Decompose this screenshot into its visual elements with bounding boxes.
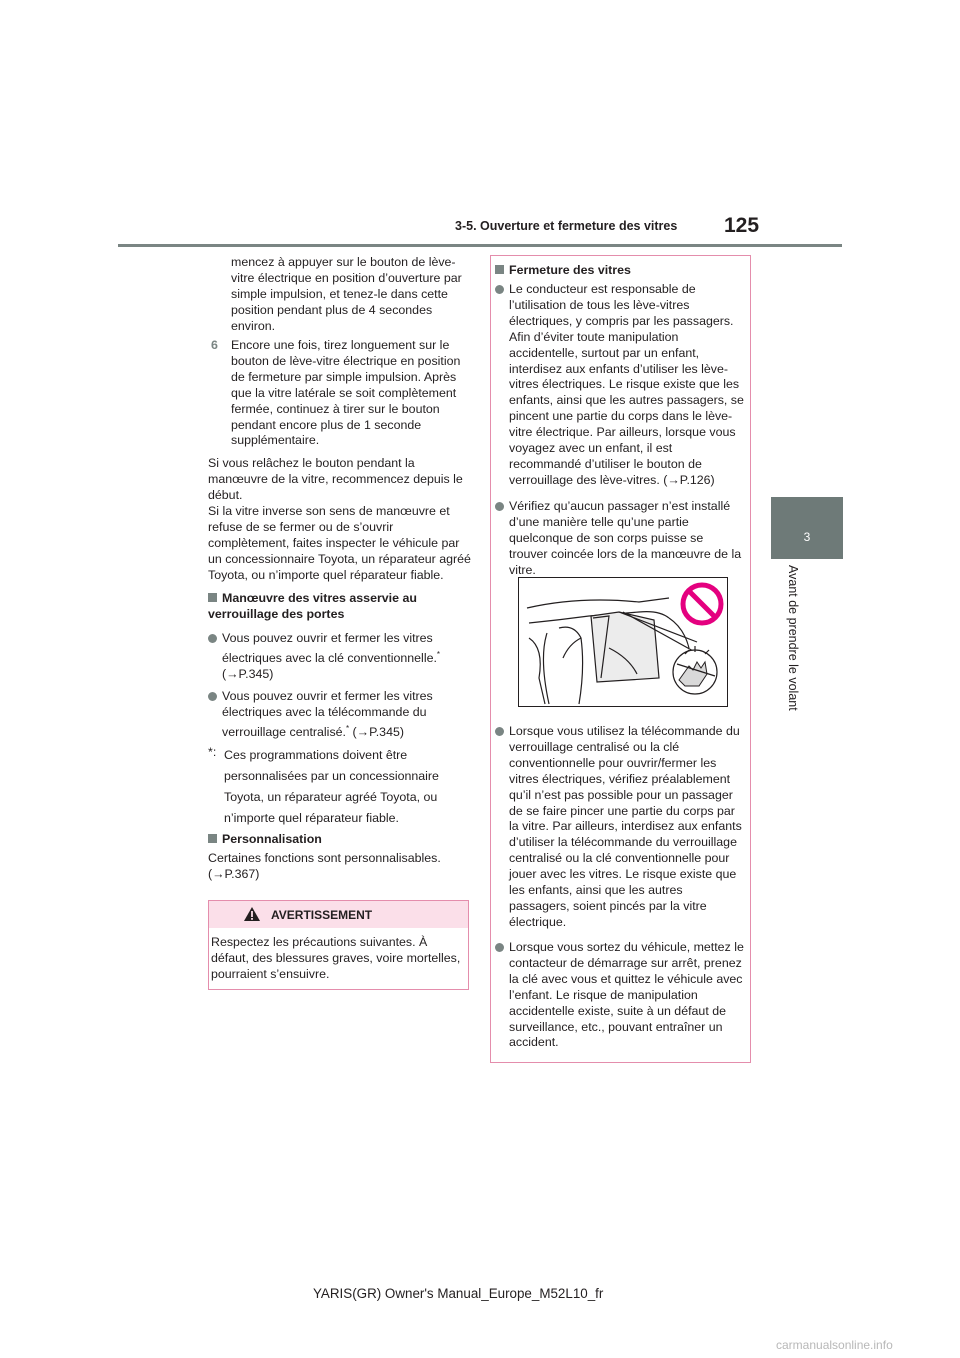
pinch-hazard-illustration xyxy=(518,577,728,707)
list-item xyxy=(495,282,745,489)
page-reference: (→P.345) xyxy=(222,666,274,681)
square-bullet-icon xyxy=(208,834,217,843)
list-item xyxy=(495,724,745,931)
footnote xyxy=(208,745,470,829)
warning-text: Respectez les précautions suivantes. À défaut, des blessures graves, voire mortelles, pourraient s’ensuivre. xyxy=(211,935,461,981)
section-title: 3-5. Ouverture et fermeture des vitres xyxy=(455,219,678,233)
list-item-body xyxy=(222,689,476,741)
warning-header xyxy=(209,901,468,928)
chapter-label-wrapper xyxy=(782,565,812,730)
page-reference: (→P.367) xyxy=(208,866,260,881)
page-reference: (→P.345) xyxy=(352,724,404,739)
page-number: 125 xyxy=(724,214,760,237)
list-item xyxy=(208,631,476,683)
list-item-text: Lorsque vous sortez du véhicule, mettez le contacteur de démarrage sur arrêt, prenez la clé avec vous et quittez le véhicule avec l’enfant. Le risque de manipulation accidentelle existe, suite à un défaut de surveillance, etc., pouvant entraîner un accident. xyxy=(509,940,744,1050)
asterisk: * xyxy=(345,723,350,733)
warning-triangle-icon xyxy=(243,906,261,922)
step-6-number xyxy=(211,338,218,354)
step-5-continuation: mencez à appuyer sur le bouton de lève-vitre électrique en position d’ouverture par simple impulsion, et tenez-le dans cette position pendant plus de 4 secondes environ. xyxy=(231,255,462,333)
warning-box xyxy=(208,900,469,990)
chapter-tab xyxy=(771,497,843,559)
box-heading-text: Fermeture des vitres xyxy=(509,263,631,277)
chapter-label: Avant de prendre le volant xyxy=(786,565,800,711)
round-bullet-icon xyxy=(495,727,504,736)
list-item-text: Lorsque vous utilisez la télécommande du verrouillage centralisé ou la clé conventionnelle pour ouvrir/fermer les vitres électriques, vérifiez préalablement qu’il n’est pas possible pour un passager de se faire pincer une partie du corps par la vitre. Par ailleurs, interdisez aux enfants d’utiliser la télécommande du verrouillage centralisé ou la clé conventionnelle pour jouer avec les vitres. Le risque existe que les enfants, ainsi que les autres passagers, soient pincés par la vitre électrique. xyxy=(509,724,742,929)
paragraph-personalisation xyxy=(208,851,476,883)
section-heading-text: Personnalisation xyxy=(222,832,322,846)
list-item-text: Vous pouvez ouvrir et fermer les vitres électriques avec la télécommande du verrouillage centralisé. xyxy=(222,689,433,739)
footnote-text: Ces programmations doivent être personnalisées par un concessionnaire Toyota, un réparateur agréé Toyota, ou n’importe quel réparateur fiable. xyxy=(224,748,439,825)
section-heading-door-lock xyxy=(208,591,476,623)
section-heading-text: Manœuvre des vitres asservie au verrouillage des portes xyxy=(208,591,417,621)
step-6-text: Encore une fois, tirez longuement sur le bouton de lève-vitre électrique en position de fermeture par simple impulsion. Après que la vitre latérale se soit complètement fermée, continuez à tirer sur le bouton pendant encore plus de 1 seconde supplémentaire. xyxy=(231,338,461,448)
list-item xyxy=(208,689,476,741)
list-item xyxy=(495,499,745,579)
header-rule xyxy=(118,244,842,247)
step-number: 6 xyxy=(211,338,218,352)
round-bullet-icon xyxy=(495,943,504,952)
round-bullet-icon xyxy=(495,285,504,294)
paragraph-inspection: Si la vitre inverse son sens de manœuvre et refuse de se fermer ou de s’ouvrir complètement, faites inspecter le véhicule par un concessionnaire Toyota, un réparateur agréé Toyota, ou n’importe quel réparateur fiable. xyxy=(208,504,471,582)
prohibition-icon xyxy=(683,585,721,623)
square-bullet-icon xyxy=(495,265,504,274)
chapter-number: 3 xyxy=(803,530,811,544)
round-bullet-icon xyxy=(208,692,217,701)
list-item xyxy=(495,940,745,1051)
list-item-text: Vous pouvez ouvrir et fermer les vitres électriques avec la clé conventionnelle. xyxy=(222,631,437,666)
list-item-body xyxy=(222,631,476,683)
warning-title: AVERTISSEMENT xyxy=(271,908,373,922)
footnote-mark: *: xyxy=(208,745,217,759)
hand-detail-icon xyxy=(673,646,717,694)
paragraph-restart: Si vous relâchez le bouton pendant la manœuvre de la vitre, recommencez depuis le début. xyxy=(208,456,463,502)
round-bullet-icon xyxy=(495,502,504,511)
paragraph-text: Certaines fonctions sont personnalisables. xyxy=(208,851,441,865)
car-window-drawing xyxy=(519,578,727,706)
box-heading xyxy=(495,263,745,279)
asterisk: * xyxy=(436,649,441,659)
footer-manual-id: YARIS(GR) Owner's Manual_Europe_M52L10_fr xyxy=(313,1286,604,1301)
watermark: carmanualsonline.info xyxy=(776,1338,893,1352)
warning-continuation-box xyxy=(490,255,751,1063)
round-bullet-icon xyxy=(208,634,217,643)
square-bullet-icon xyxy=(208,593,217,602)
list-item-text: Le conducteur est responsable de l’utilisation de tous les lève-vitres électriques, y compris par les passagers. Afin d’éviter toute manipulation accidentelle, surtout par un enfant, interdisez aux enfants d’utiliser les lève-vitres électriques. Le risque existe que les enfants, ainsi que les autres passagers, se pincent une partie du corps dans le lève-vitre électrique. Par ailleurs, lorsque vous voyagez avec un enfant, il est recommandé d’utiliser le bouton de verrouillage des lève-vitres. (→P.126) xyxy=(509,282,744,487)
section-heading-personalisation xyxy=(208,832,476,848)
list-item-text: Vérifiez qu’aucun passager n’est installé d’une manière telle qu’une partie quelconque de son corps puisse se trouver coincée lors de la manœuvre de la vitre. xyxy=(509,499,742,577)
